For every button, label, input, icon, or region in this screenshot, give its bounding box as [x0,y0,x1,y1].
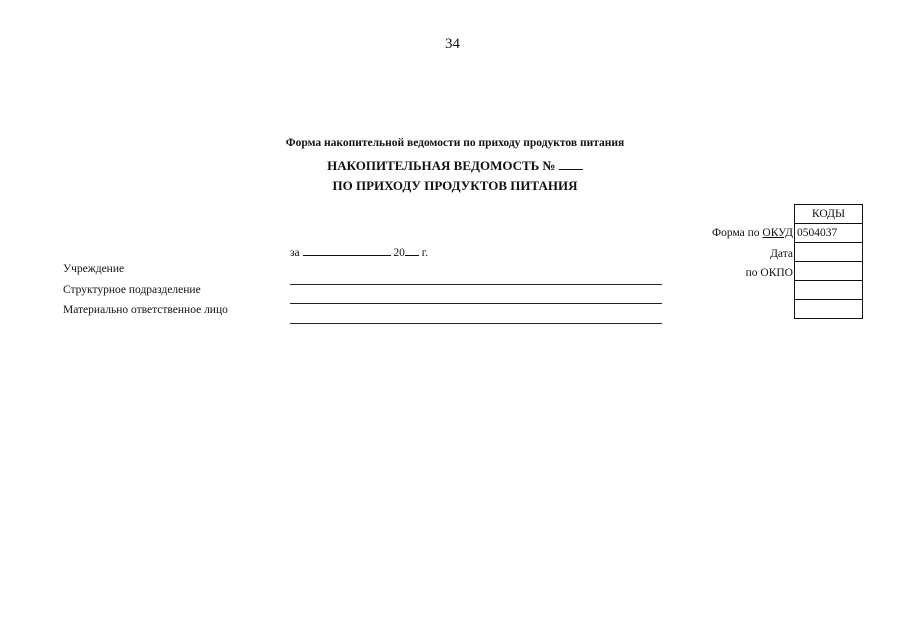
period-year-blank[interactable] [405,244,419,256]
codes-header: КОДЫ [795,205,863,224]
document-subtitle: ПО ПРИХОДУ ПРОДУКТОВ ПИТАНИЯ [332,178,578,193]
date-label: Дата [770,248,793,260]
document-title-prefix: НАКОПИТЕЛЬНАЯ ВЕДОМОСТЬ № [327,158,556,173]
okud-abbrev: ОКУД [762,227,793,239]
field-line-department[interactable] [290,303,662,304]
form-title: Форма накопительной ведомости по приходу продуктов питания [285,137,625,149]
period-year-suffix: г. [421,247,429,259]
period-prefix: за [290,247,300,259]
field-label-responsible-person: Материально ответственное лицо [63,304,228,316]
period-line [290,244,428,259]
period-date-blank[interactable] [303,244,391,256]
okpo-code-cell[interactable] [795,262,863,281]
form-by-label: Форма по [712,227,760,239]
period-year-prefix: 20 [393,247,405,259]
field-label-department: Структурное подразделение [63,284,201,296]
blank-code-cell[interactable] [795,281,863,300]
date-code-cell[interactable] [795,243,863,262]
okud-code-cell: 0504037 [795,224,863,243]
page-number: 34 [445,36,460,52]
okud-label [712,227,793,239]
field-line-responsible-person[interactable] [290,323,662,324]
field-label-institution: Учреждение [63,263,125,275]
field-line-institution[interactable] [290,284,662,285]
document-number-blank[interactable] [559,158,583,170]
document-title [240,158,670,174]
blank-code-cell[interactable] [795,300,863,319]
okpo-label: по ОКПО [745,267,793,279]
codes-table [794,204,863,319]
